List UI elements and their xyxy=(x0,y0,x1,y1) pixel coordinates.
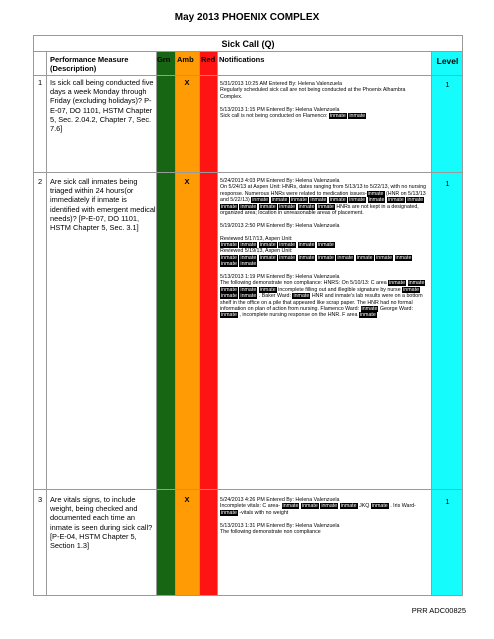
column-divider xyxy=(156,52,157,595)
redacted-name: inmate xyxy=(259,242,276,249)
redacted-name: inmate xyxy=(279,254,296,261)
level-value: 1 xyxy=(445,179,450,188)
redacted-name: inmate xyxy=(376,254,393,261)
redacted-name: inmate xyxy=(252,197,269,204)
section-header: Sick Call (Q) xyxy=(34,36,462,52)
redacted-name: inmate xyxy=(367,190,384,197)
redacted-name: inmate xyxy=(403,286,420,293)
notification-entry: 5/31/2013 10:25 AM Entered By: Helena Valenzuela Regularly scheduled sick call are not being conducted at the Phoenix Alhambra Complex. xyxy=(220,81,406,100)
page-title: May 2013 PHOENIX COMPLEX xyxy=(174,12,320,23)
notifications-cell xyxy=(220,81,428,126)
header-grn: Grn xyxy=(157,55,171,64)
redacted-name: inmate xyxy=(240,293,257,300)
redacted-name: inmate xyxy=(221,509,237,516)
redacted-name: inmate xyxy=(279,242,296,249)
redacted-name: inmate xyxy=(337,254,354,261)
header-measure: Performance Measure (Description) xyxy=(50,55,129,73)
redacted-name: inmate xyxy=(221,286,237,293)
redacted-name: inmate xyxy=(329,113,346,120)
notification-entry: 5/13/2013 1:19 PM Entered By: Helena Valenzuela The following demonstrate non compliance: HNRS: On 5/10/13: C area inmate inmate inmate inmate inmate incomplete filling out and illegible signature by nurse inmate inmate inmate . Baker Ward: inmate HNR and inmate's lab results were on a bottom shelf in the office on a pile that appeared like scrap paper. The HNR had no formal information on plan of action from nursing. Flamenco Ward: inmate George Ward: inmate , incomplete nursing response on the HNR. F area inmate xyxy=(220,274,425,319)
redacted-name: inmate xyxy=(271,197,288,204)
red-column-fill xyxy=(199,52,217,595)
amber-column-fill xyxy=(175,52,199,595)
redacted-name: inmate xyxy=(298,242,315,249)
redacted-name: inmate xyxy=(221,312,237,319)
row-number: 3 xyxy=(38,495,43,504)
performance-measure: Are sick call inmates being triaged within 24 hours(or immediately if inmate is identified with emergent medical needs)? [P-E-07, DO 1101, HSTM Chapter 5, Sec. 3.1] xyxy=(50,177,156,233)
redacted-name: inmate xyxy=(317,254,334,261)
redacted-name: inmate xyxy=(359,312,376,319)
redacted-name: inmate xyxy=(301,503,318,510)
notification-entry: 5/24/2013 4:03 PM Entered By: Helena Valenzuela On 5/24/13 at Aspen Unit: HNRs, dates ranging from 5/13/13 to 5/22/13, with no nursing response. Numerous HNRs were related to medication issues-inmate (HNR on 5/13/13 and 5/22/13) inmate inmate inmate inmate inmate inmate inmate inmate inmate inmate inmate inmate inmate inmate inmate HNRs are not kept in a designated, organized area; location in unreasonable areas of placement. xyxy=(220,178,427,217)
header-red: Red xyxy=(201,55,216,64)
redacted-name: inmate xyxy=(240,286,257,293)
redacted-name: inmate xyxy=(356,254,373,261)
amber-x-mark: X xyxy=(184,495,190,504)
row-number: 1 xyxy=(38,78,43,87)
column-divider xyxy=(217,52,218,595)
redacted-name: inmate xyxy=(291,197,307,204)
redacted-name: inmate xyxy=(387,197,404,204)
column-divider xyxy=(175,52,176,595)
column-divider xyxy=(431,52,432,595)
row-divider xyxy=(34,489,462,490)
redacted-name: inmate xyxy=(240,261,257,268)
green-column-fill xyxy=(157,52,175,595)
redacted-name: inmate xyxy=(240,242,257,249)
redacted-name: inmate xyxy=(321,503,338,510)
column-divider xyxy=(46,52,47,595)
header-amb: Amb xyxy=(177,55,194,64)
redacted-name: inmate xyxy=(259,286,276,293)
level-column-fill xyxy=(432,52,463,595)
sick-call-table xyxy=(33,35,463,596)
redacted-name: inmate xyxy=(221,203,237,210)
redacted-name: inmate xyxy=(407,197,424,204)
redacted-name: inmate xyxy=(259,203,276,210)
redacted-name: inmate xyxy=(317,242,334,249)
redacted-name: inmate xyxy=(310,197,327,204)
amber-x-mark: X xyxy=(184,78,190,87)
performance-measure: Is sick call being conducted five days a week Monday through Friday (excluding holidays)? P-E-07, DO 1101, HSTM Chapter 5, Sec. 2.04.2, Chapter 7, Sec. 7.6] xyxy=(50,78,154,134)
redacted-name: inmate xyxy=(279,203,296,210)
redacted-name: inmate xyxy=(349,113,366,120)
performance-measure: Are vitals signs, to include weight, being checked and documented each time an inmate is seen during sick call? [P-E-04, HSTM Chapter 5, Section 1.3] xyxy=(50,495,153,551)
redacted-name: inmate xyxy=(340,503,357,510)
header-level: Level xyxy=(436,56,459,66)
notifications-cell xyxy=(220,178,428,325)
redacted-name: inmate xyxy=(371,503,388,510)
notification-entry: 5/24/2013 4:26 PM Entered By: Helena Valenzuela Incomplete vitals: C area- inmate inmate inmate inmate JKQ inmate . Iris Ward- inmate -vitals with no weight xyxy=(220,497,416,516)
redacted-name: inmate xyxy=(389,280,406,287)
notifications-cell xyxy=(220,497,428,542)
redacted-name: inmate xyxy=(298,254,315,261)
page-footer: PRR ADC00825 xyxy=(411,606,466,615)
header-divider xyxy=(34,75,462,76)
notification-entry: 5/13/2013 1:31 PM Entered By: Helena Valenzuela The following demonstrate non compliance xyxy=(220,522,340,536)
column-divider xyxy=(199,52,200,595)
redacted-name: inmate xyxy=(361,306,378,313)
redacted-name: inmate xyxy=(282,503,299,510)
notification-entry: 5/13/2013 1:15 PM Entered By: Helena Valenzuela Sick call is not being conducted on Flamenco: inmate inmate xyxy=(220,106,366,120)
notification-entry: Reviewed 5/17/13, Aspen Unit: inmate inmate inmate inmate inmate inmate Reviewed 5/19/13, Aspen Unit: inmate inmate inmate inmate inmate inmate inmate inmate inmate inmate inmate inmate xyxy=(220,235,412,268)
redacted-name: inmate xyxy=(259,254,276,261)
redacted-name: inmate xyxy=(298,203,315,210)
redacted-name: inmate xyxy=(349,197,366,204)
redacted-name: inmate xyxy=(240,203,257,210)
redacted-name: inmate xyxy=(240,254,257,261)
redacted-name: inmate xyxy=(221,293,237,300)
header-notifications: Notifications xyxy=(219,55,265,64)
redacted-name: inmate xyxy=(293,293,310,300)
redacted-name: inmate xyxy=(329,197,346,204)
redacted-name: inmate xyxy=(221,242,237,249)
notification-entry: 5/19/2013 2:50 PM Entered By: Helena Valenzuela xyxy=(220,222,340,229)
redacted-name: inmate xyxy=(317,203,334,210)
level-value: 1 xyxy=(445,497,450,506)
redacted-name: inmate xyxy=(221,261,237,268)
redacted-name: inmate xyxy=(408,280,425,287)
amber-x-mark: X xyxy=(184,177,190,186)
row-number: 2 xyxy=(38,177,43,186)
row-divider xyxy=(34,172,462,173)
level-value: 1 xyxy=(445,80,450,89)
redacted-name: inmate xyxy=(395,254,412,261)
redacted-name: inmate xyxy=(368,197,385,204)
redacted-name: inmate xyxy=(221,254,237,261)
